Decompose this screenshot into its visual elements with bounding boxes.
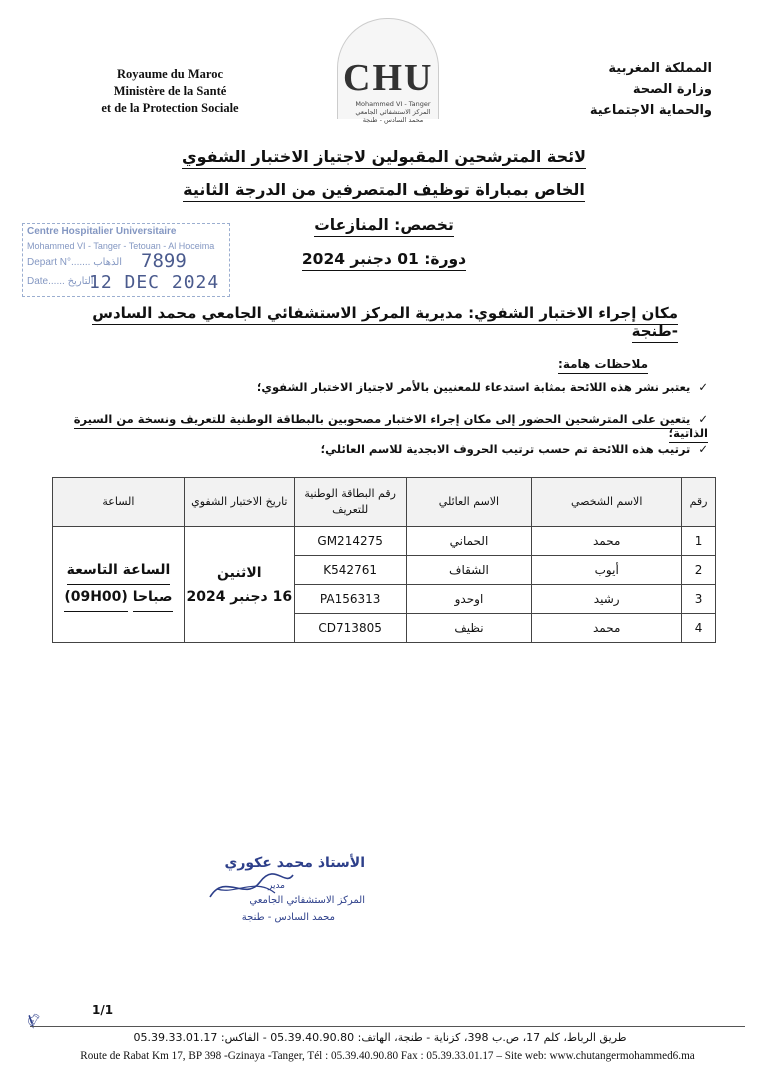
cell-cin: GM214275 bbox=[294, 527, 406, 556]
director-signature bbox=[195, 855, 365, 930]
exam-time-3: (09H00) bbox=[64, 585, 128, 612]
header-fr-line-3: et de la Protection Sociale bbox=[101, 101, 239, 115]
header-time: الساعة bbox=[53, 478, 185, 527]
ministry-header-fr bbox=[70, 66, 270, 117]
stamp-line-3: Depart N°....... الذهاب bbox=[27, 257, 123, 268]
note-text-1: يعتبر نشر هذه اللائحة بمثابة استدعاء للمعنيين بالأمر لاجتياز الاختبار الشفوي؛ bbox=[256, 380, 691, 394]
title-line-1 bbox=[0, 147, 768, 166]
title-text-3: تخصص: المنازعات bbox=[314, 216, 454, 237]
cell-last-name: نظيف bbox=[406, 614, 532, 643]
candidates-table bbox=[52, 477, 716, 643]
note-text-2: يتعين على المترشحين الحضور إلى مكان إجراء الاختبار مصحوبين بالبطاقة الوطنية للتعريف ونسخة من السيرة الذاتية؛ bbox=[74, 412, 708, 443]
checkmark-icon: ✓ bbox=[698, 442, 708, 456]
header-first-name: الاسم الشخصي bbox=[532, 478, 682, 527]
cell-num: 4 bbox=[682, 614, 716, 643]
title-text-1: لائحة المترشحين المقبولين لاجتياز الاختبار الشفوي bbox=[182, 147, 586, 169]
cell-cin: CD713805 bbox=[294, 614, 406, 643]
ministry-header-ar bbox=[532, 58, 712, 121]
signature-name: الأستاذ محمد عكوري bbox=[224, 855, 365, 871]
page-count: 1/1 bbox=[92, 1003, 114, 1017]
exam-date-day: الاثنين bbox=[217, 564, 262, 581]
notes-title bbox=[558, 357, 648, 371]
checkmark-icon: ✓ bbox=[698, 380, 708, 394]
cell-last-name: الشقاف bbox=[406, 556, 532, 585]
exam-place bbox=[58, 304, 678, 340]
footer-address-ar: طريق الرباط، كلم 17، ص.ب 398، كزناية - طنجة، الهاتف: 05.39.40.90.80 - الفاكس: 05.39.33.01.17 bbox=[133, 1031, 627, 1044]
header-ar-line-2: وزارة الصحة bbox=[632, 82, 712, 97]
cell-cin: K542761 bbox=[294, 556, 406, 585]
signature-org: المركز الاستشفائي الجامعي bbox=[249, 895, 365, 906]
initials-mark: ✍ bbox=[20, 1008, 47, 1033]
note-item bbox=[48, 380, 708, 394]
note-text-3: ترتيب هذه اللائحة تم حسب ترتيب الحروف الابجدية للاسم العائلي؛ bbox=[320, 442, 691, 456]
header-ar-line-1: المملكة المغربية bbox=[608, 61, 712, 76]
stamp-line-2: Mohammed VI - Tanger - Tetouan - Al Hoceima bbox=[27, 241, 215, 251]
signature-city: محمد السادس - طنجة bbox=[241, 912, 335, 923]
cell-num: 2 bbox=[682, 556, 716, 585]
exam-time-2: صباحا bbox=[133, 585, 173, 612]
note-item bbox=[48, 442, 708, 456]
exam-time-1: الساعة التاسعة bbox=[67, 558, 171, 585]
header-exam-date: تاريخ الاختبار الشفوي bbox=[184, 478, 294, 527]
header-ar-line-3: والحماية الاجتماعية bbox=[589, 103, 712, 118]
logo-sub-3: محمد السادس - طنجة bbox=[362, 116, 424, 124]
cell-cin: PA156313 bbox=[294, 585, 406, 614]
stamp-line-1: Centre Hospitalier Universitaire bbox=[27, 226, 177, 237]
cell-first-name: محمد bbox=[532, 527, 682, 556]
cell-last-name: اوحدو bbox=[406, 585, 532, 614]
cell-exam-time bbox=[53, 527, 185, 643]
table-header-row bbox=[53, 478, 716, 527]
cell-num: 1 bbox=[682, 527, 716, 556]
notes-title-text: ملاحظات هامة: bbox=[558, 357, 648, 374]
checkmark-icon: ✓ bbox=[698, 412, 708, 426]
logo-sub-1: Mohammed VI - Tanger bbox=[355, 100, 431, 108]
header-fr-line-2: Ministère de la Santé bbox=[113, 84, 227, 98]
logo-sub-2: المركز الاستشفائي الجامعي bbox=[355, 108, 431, 116]
signature-scribble bbox=[205, 867, 295, 907]
table-row bbox=[53, 527, 716, 556]
cell-first-name: أيوب bbox=[532, 556, 682, 585]
cell-exam-date bbox=[184, 527, 294, 643]
title-line-2 bbox=[0, 180, 768, 199]
logo-text: CHU bbox=[343, 57, 434, 99]
signature-title: مدير bbox=[267, 881, 285, 891]
chu-logo bbox=[325, 18, 450, 128]
cell-last-name: الحماني bbox=[406, 527, 532, 556]
footer-divider bbox=[30, 1026, 745, 1027]
title-text-4: دورة: 01 دجنبر 2024 bbox=[302, 250, 466, 271]
registration-stamp bbox=[22, 223, 230, 297]
cell-first-name: رشيد bbox=[532, 585, 682, 614]
title-text-2: الخاص بمباراة توظيف المتصرفين من الدرجة الثانية bbox=[183, 180, 585, 202]
header-num: رقم bbox=[682, 478, 716, 527]
footer-address-fr: Route de Rabat Km 17, BP 398 -Gzinaya -Tanger, Tél : 05.39.40.90.80 Fax : 05.39.33.01.17 – Site web: www.chutangermohammed6.ma bbox=[80, 1050, 695, 1062]
header-fr-line-1: Royaume du Maroc bbox=[116, 67, 223, 81]
cell-num: 3 bbox=[682, 585, 716, 614]
stamp-number: 7899 bbox=[141, 250, 187, 272]
cell-first-name: محمد bbox=[532, 614, 682, 643]
exam-place-text: مكان إجراء الاختبار الشفوي: مديرية المركز الاستشفائي الجامعي محمد السادس -طنجة bbox=[92, 304, 678, 343]
note-item bbox=[48, 412, 708, 440]
stamp-date: 12 DEC 2024 bbox=[89, 272, 220, 293]
stamp-line-4: Date...... التاريخ bbox=[27, 276, 94, 287]
exam-date-date: 16 دجنبر 2024 bbox=[186, 588, 293, 605]
header-cin: رقم البطاقة الوطنية للتعريف bbox=[294, 478, 406, 527]
logo-subtitle bbox=[343, 100, 443, 116]
header-last-name: الاسم العائلي bbox=[406, 478, 532, 527]
